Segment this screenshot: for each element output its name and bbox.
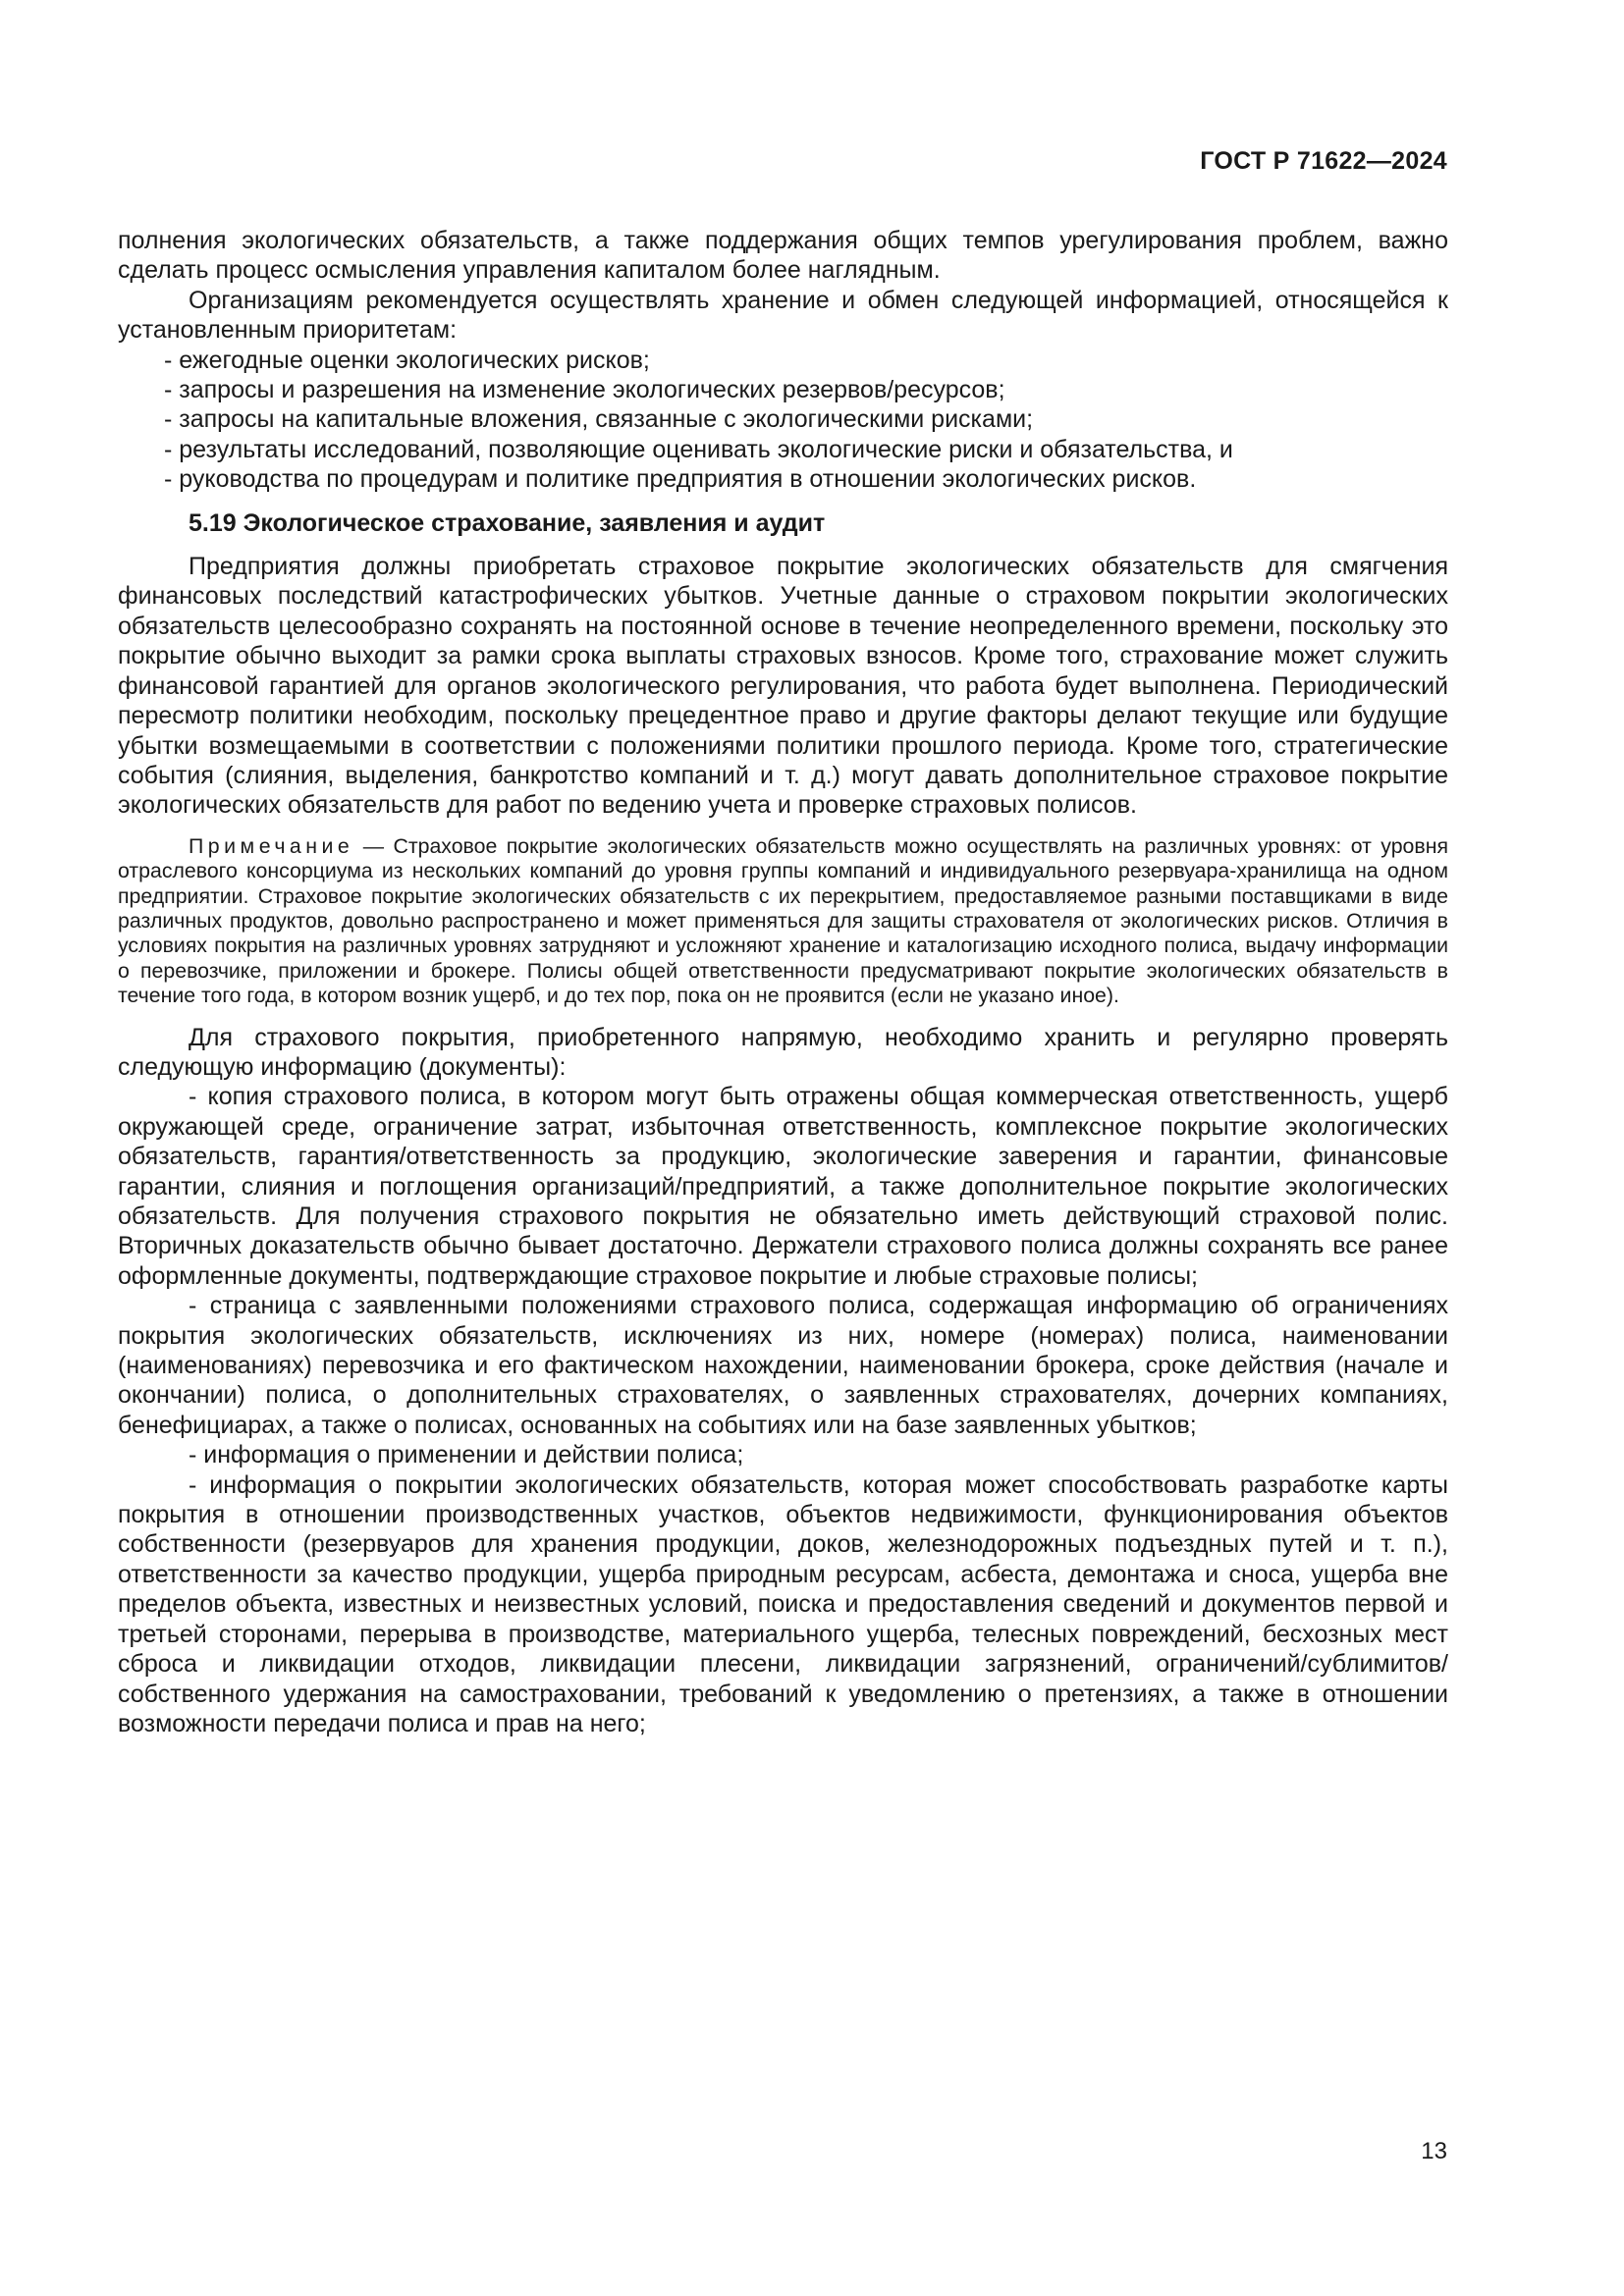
document-item: - копия страхового полиса, в котором могут быть отражены общая коммерческая ответственность, ущерб окружающей среде, ограничение затрат, избыточная ответственность, комплексное покрытие экологических обязательств, гарантия/ответственность за продукцию, экологические заверения и гарантии, финансовые гарантии, слияния и поглощения организаций/предприятий, а также дополнительное покрытие экологических обязательств. Для получения страхового покрытия не обязательно иметь действующий страховой полис. Вторичных доказательств обычно бывает достаточно. Держатели страхового полиса должны сохранять все ранее оформленные документы, подтверждающие страховое покрытие и любые страховые полисы; <box>118 1083 1448 1290</box>
list-item: - запросы и разрешения на изменение экологических резервов/ресурсов; <box>164 376 1005 404</box>
section-paragraph: Для страхового покрытия, приобретенного напрямую, необходимо хранить и регулярно проверять следующую информацию (документы): <box>118 1023 1448 1081</box>
list-item: - ежегодные оценки экологических рисков; <box>164 346 650 374</box>
intro-paragraph: Организациям рекомендуется осуществлять хранение и обмен следующей информацией, относящейся к установленным приоритетам: <box>118 286 1448 345</box>
document-body <box>118 226 1448 1738</box>
continued-paragraph: полнения экологических обязательств, а также поддержания общих темпов урегулирования проблем, важно сделать процесс осмысления управления капиталом более наглядным. <box>118 227 1448 285</box>
list-item: - запросы на капитальные вложения, связанные с экологическими рисками; <box>164 405 1034 434</box>
page-number: 13 <box>1421 2138 1447 2164</box>
document-item: - информация о применении и действии полиса; <box>189 1441 744 1469</box>
section-heading: 5.19 Экологическое страхование, заявления и аудит <box>189 508 826 537</box>
list-item: - результаты исследований, позволяющие оценивать экологические риски и обязательства, и <box>164 435 1233 463</box>
note-block <box>118 834 1448 1009</box>
document-item: - информация о покрытии экологических обязательств, которая может способствовать разработке карты покрытия в отношении производственных участков, объектов недвижимости, функционирования объектов собственности (резервуаров для хранения продукции, доков, железнодорожных подъездных путей и т. п.), ответственности за качество продукции, ущерба природным ресурсам, асбеста, демонтажа и сноса, ущерба вне пределов объекта, известных и неизвестных условий, поиска и предоставления сведений и документов первой и третьей сторонами, перерыва в производстве, материального ущерба, телесных повреждений, бесхозных мест сброса и ликвидации отходов, ликвидации плесени, ликвидации загрязнений, ограничений/сублимитов/собственного удержания на самостраховании, требований к уведомлению о претензиях, а также в отношении возможности передачи полиса и прав на него; <box>118 1470 1448 1737</box>
priority-list <box>118 346 1448 495</box>
note-text: — Страховое покрытие экологических обязательств можно осуществлять на различных уровнях: от уровня отраслевого консорциума из нескольких компаний до уровня группы компаний и индивидуального резервуара-хранилища на одном предприятии. Страховое покрытие экологических обязательств с их перекрытием, предоставляемое разными поставщиками в виде различных продуктов, довольно распространено и может применяться для защиты страхователя от экологических рисков. Отличия в условиях покрытия на различных уровнях затрудняют и усложняют хранение и каталогизацию исходного полиса, выдачу информации о перевозчике, приложении и брокере. Полисы общей ответственности предусматривают покрытие экологических обязательств в течение того года, в котором возник ущерб, и до тех пор, пока он не проявится (если не указано иное). <box>118 833 1448 1008</box>
list-item: - руководства по процедурам и политике предприятия в отношении экологических рисков. <box>164 465 1197 494</box>
standard-code-header: ГОСТ Р 71622—2024 <box>1200 147 1447 175</box>
document-item: - страница с заявленными положениями страхового полиса, содержащая информацию об ограничениях покрытия экологических обязательств, исключениях из них, номере (номерах) полиса, наименовании (наименованиях) перевозчика и его фактическом нахождении, наименовании брокера, сроке действия (начале и окончании) полиса, о дополнительных страхователях, о заявленных страхователях, дочерних компаниях, бенефициарах, а также о полисах, основанных на событиях или на базе заявленных убытков; <box>118 1292 1448 1439</box>
section-paragraph: Предприятия должны приобретать страховое покрытие экологических обязательств для смягчения финансовых последствий катастрофических убытков. Учетные данные о страховом покрытии экологических обязательств целесообразно сохранять на постоянной основе в течение неопределенного времени, поскольку это покрытие обычно выходит за рамки срока выплаты страховых взносов. Кроме того, страхование может служить финансовой гарантией для органов экологического регулирования, что работа будет выполнена. Периодический пересмотр политики необходим, поскольку прецедентное право и другие факторы делают текущие или будущие убытки возмещаемыми в соответствии с положениями политики прошлого периода. Кроме того, стратегические события (слияния, выделения, банкротство компаний и т. д.) могут давать дополнительное страховое покрытие экологических обязательств для работ по ведению учета и проверке страховых полисов. <box>118 553 1448 820</box>
note-label: Примечание <box>189 833 354 858</box>
